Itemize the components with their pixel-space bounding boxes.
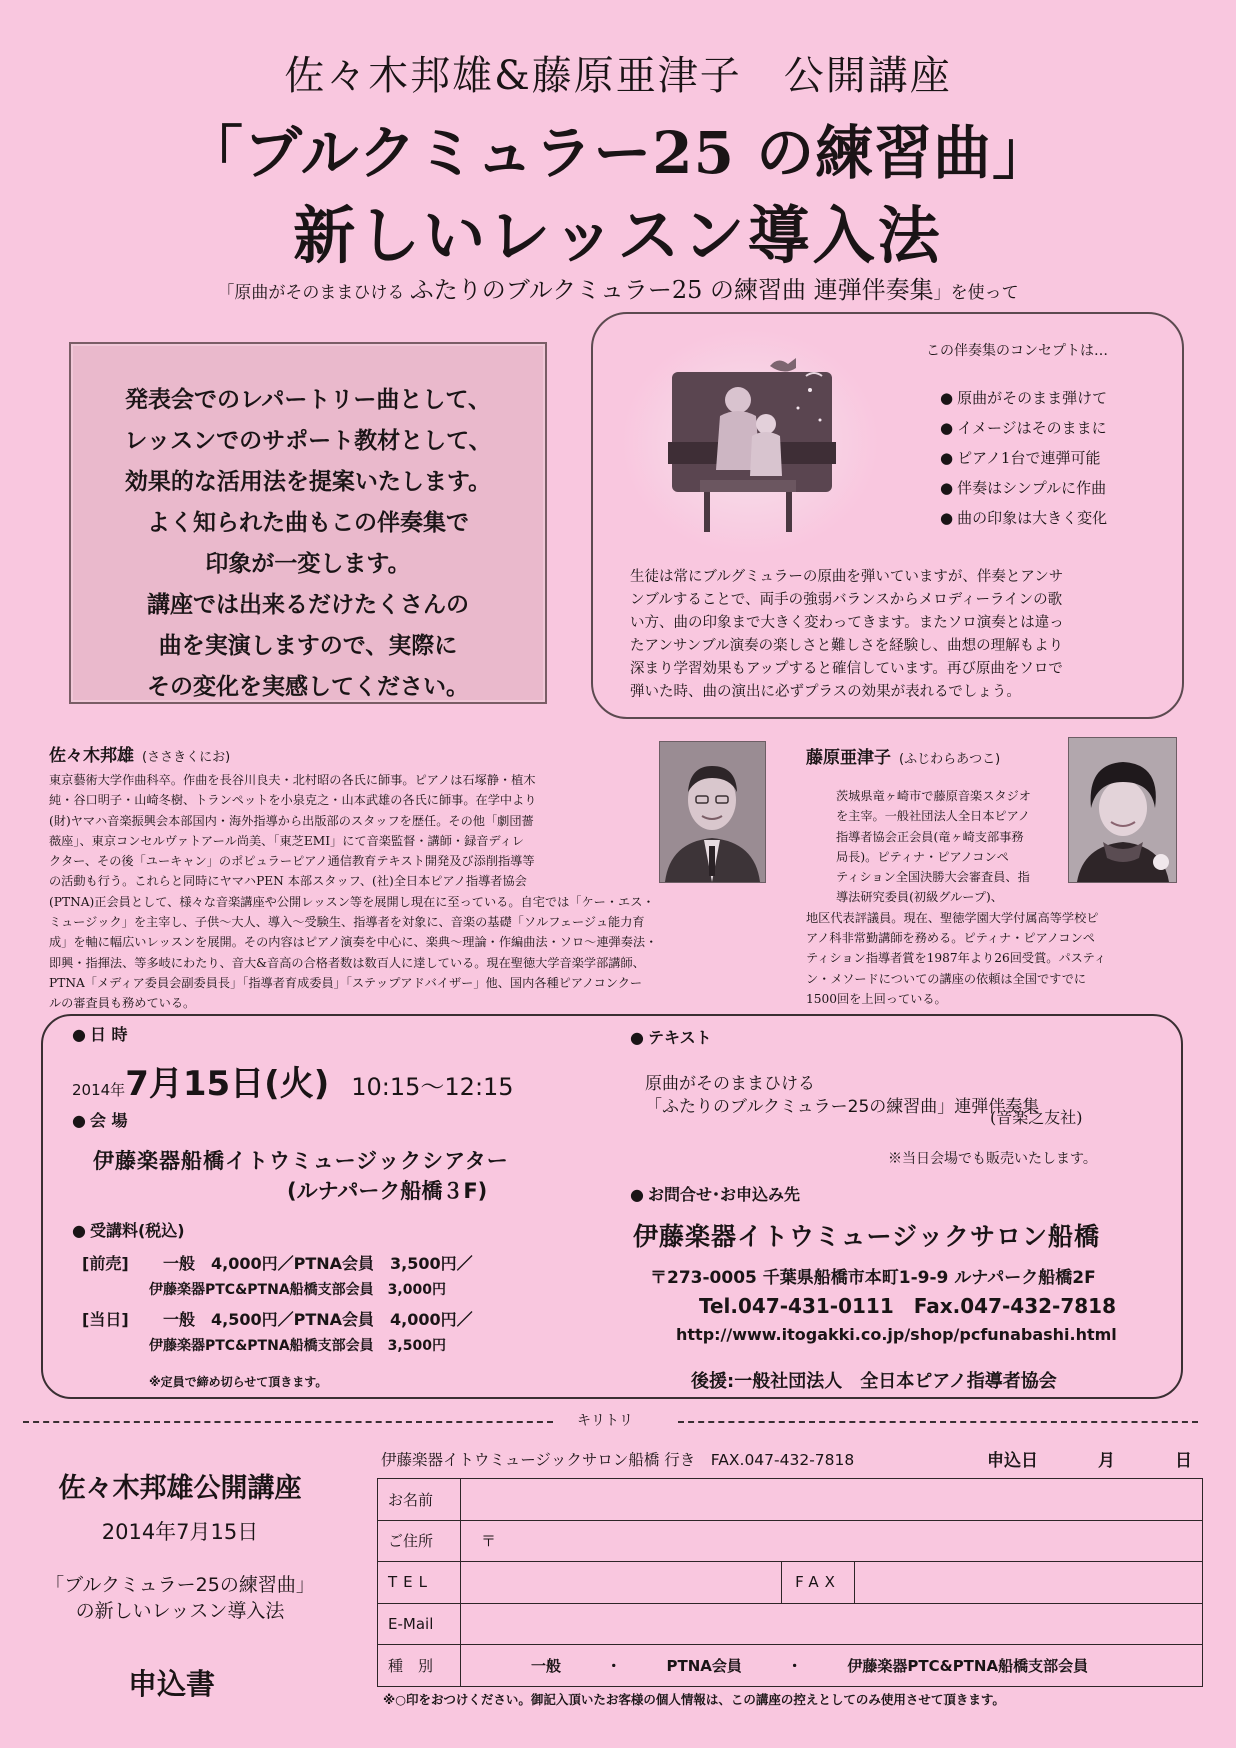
fee-door-general: 一般 4,500円／PTNA会員 4,000円／	[163, 1310, 473, 1329]
category-field-label: 種 別	[378, 1645, 461, 1687]
promo-line: 発表会でのレパートリー曲として、	[125, 387, 491, 413]
concept-point: ● 原曲がそのまま弾けて	[940, 383, 1107, 413]
bio2-name-text: 藤原亜津子	[806, 748, 891, 768]
promo-lines	[71, 380, 545, 708]
bio2-line: 地区代表評議員。現在、聖徳学園大学付属高等学校ピ	[806, 910, 1099, 925]
concept-heading: この伴奏集のコンセプトは…	[926, 343, 1108, 359]
bio2-line: ティション全国決勝大会審査員、指	[836, 870, 1030, 885]
bio2-reading: (ふじわらあつこ)	[899, 752, 1001, 767]
email-field[interactable]	[461, 1603, 1203, 1645]
category-option-branch[interactable]: 伊藤楽器PTC&PTNA船橋支部会員	[847, 1656, 1089, 1675]
venue-name: 伊藤楽器船橋イトウミュージックシアター	[93, 1149, 509, 1173]
support-organization: 後援:一般社団法人 全日本ピアノ指導者協会	[691, 1371, 1057, 1392]
promo-line: その変化を実感してください。	[147, 674, 469, 700]
bio2-line: 局長)。ピティナ・ピアノコンペ	[836, 849, 1009, 864]
form-row-email	[378, 1603, 1203, 1645]
bio1-line: 即興・指揮法、等多岐にわたり、音大&音高の合格者数は数百人に達している。現在聖徳大学音楽学部講師、	[49, 955, 645, 970]
bio1-line: ルの審査員も務めている。	[49, 996, 196, 1011]
fee-door-tag: [当日]	[82, 1310, 129, 1329]
bio2-line: 1500回を上回っている。	[806, 991, 947, 1006]
textbook-line2: 「ふたりのブルクミュラー25の練習曲」連弾伴奏集	[645, 1097, 1040, 1117]
tel-field[interactable]	[461, 1562, 782, 1604]
concept-point: ● イメージはそのままに	[940, 413, 1107, 443]
textbook-note: ※当日会場でも販売いたします。	[888, 1151, 1097, 1167]
contact-address: 〒273-0005 千葉県船橋市本町1-9-9 ルナパーク船橋2F	[650, 1268, 1096, 1288]
postal-mark: 〒	[481, 1532, 497, 1551]
apply-date-row	[987, 1446, 1192, 1471]
email-field-label: E-Mail	[378, 1603, 461, 1645]
fax-field[interactable]	[855, 1562, 1203, 1604]
form-row-name	[378, 1479, 1203, 1521]
promo-box	[69, 342, 547, 704]
application-course-date: 2014年7月15日	[101, 1520, 259, 1544]
address-field[interactable]	[461, 1520, 1203, 1562]
application-course-title: 佐々木邦雄公開講座	[58, 1473, 302, 1504]
page-title-line2: 新しいレッスン導入法	[293, 199, 943, 272]
sasaki-photo	[659, 741, 766, 883]
form-row-address	[378, 1520, 1203, 1562]
bio2-line: を主宰。一般社団法人全日本ピアノ	[836, 809, 1031, 824]
fax-field-label: FAX	[782, 1562, 855, 1604]
bio1-line: の活動も行う。これらと同時にヤマハPEN 本部スタッフ、(社)全日本ピアノ指導者協会	[49, 874, 527, 889]
event-year: 2014年	[72, 1081, 126, 1099]
usage-note	[0, 270, 1236, 305]
name-field[interactable]	[461, 1479, 1203, 1521]
usage-prefix: 「原曲がそのままひける	[217, 283, 405, 303]
bio2-line: ン・メソードについての講座の依頼は全国ですでに	[806, 971, 1087, 986]
textbook-publisher: (音楽之友社)	[990, 1108, 1083, 1127]
promo-line: 印象が一変します。	[205, 551, 411, 577]
page-title-line1: 「ブルクミュラー25 の練習曲」	[184, 119, 1052, 187]
usage-suffix: 」を使って	[933, 283, 1019, 303]
bio2-line: アノ科非常勤講師を務める。ピティナ・ピアノコンペ	[806, 931, 1095, 946]
fee-advance-tag: [前売]	[82, 1254, 129, 1273]
bio1-line: ミュージック」を主宰し、子供～大人、導入～受験生、指導者を対象に、音楽の基礎「ソルフェージュ能力育	[49, 915, 645, 930]
date-label: ● 日 時	[72, 1022, 128, 1045]
promo-line: よく知られた曲もこの伴奏集で	[147, 510, 469, 536]
bio1-line: 東京藝術大学作曲科卒。作曲を長谷川良夫・北村昭の各氏に師事。ピアノは石塚静・植木	[49, 773, 536, 787]
cut-line-left	[23, 1421, 553, 1423]
fee-note: ※定員で締め切らせて頂きます。	[149, 1375, 328, 1389]
bio2-line: 茨城県竜ヶ崎市で藤原音楽スタジオ	[836, 789, 1031, 803]
form-row-phone	[378, 1562, 1203, 1604]
contact-label: ● お問合せ･お申込み先	[630, 1182, 800, 1205]
fujiwara-photo	[1068, 737, 1177, 883]
apply-month-label: 月	[1098, 1451, 1115, 1471]
concept-point: ● 伴奏はシンプルに作曲	[940, 473, 1107, 503]
apply-day-label: 日	[1175, 1451, 1192, 1471]
promo-line: 講座では出来るだけたくさんの	[147, 592, 469, 618]
bio2-line: ティション指導者賞を1987年より26回受賞。パスティ	[806, 951, 1107, 966]
bio1-line: 薇座」、東京コンセルヴァトアール尚美、「東芝EMI」にて音楽監督・講師・録音ディレ	[49, 833, 525, 848]
bio1-line: 成」を軸に幅広いレッスンを展開。その内容はピアノ演奏を中心に、楽典～理論・作編曲法・ソロ～連弾奏法・	[49, 935, 658, 950]
contact-url[interactable]: http://www.itogakki.co.jp/shop/pcfunabashi.html	[676, 1325, 1117, 1344]
venue-location: (ルナパーク船橋３F)	[287, 1179, 488, 1203]
promo-line: レッスンでのサポート教材として、	[124, 428, 492, 454]
bio1-line: PTNA「メディア委員会副委員長」「指導者育成委員」「ステップアドバイザー」他、国内各種ピアノコンクー	[49, 975, 643, 990]
concept-line: 弾いた時、曲の演出に必ずプラスの効果が表れるでしょう。	[630, 684, 1021, 700]
bio1-name	[49, 741, 230, 766]
contact-phone: Tel.047-431-0111 Fax.047-432-7818	[699, 1294, 1117, 1318]
category-options	[461, 1645, 1203, 1687]
cut-line-right	[678, 1421, 1198, 1423]
page-subtitle: 佐々木邦雄&藤原亜津子 公開講座	[284, 53, 952, 99]
concept-line: 深まり学習効果もアップすると確信しています。再び原曲をソロで	[630, 661, 1063, 677]
category-separator: ・	[787, 1656, 803, 1675]
piano-duet-illustration	[620, 330, 880, 555]
category-option-ptna[interactable]: PTNA会員	[666, 1656, 742, 1675]
event-date	[72, 1056, 514, 1105]
bio1-line: (財)ヤマハ音楽振興会本部国内・海外指導から出版部のスタッフを歴任。その他「劇団薔	[49, 813, 534, 828]
promo-line: 曲を実演しますので、実際に	[158, 633, 458, 659]
concept-point: ● ピアノ1台で連弾可能	[940, 443, 1107, 473]
bio1-line: (PTNA)正会員として、様々な音楽講座や公開レッスン等を展開し現在に至っている。自宅では「ケー・エス・	[49, 894, 655, 909]
contact-name: 伊藤楽器イトウミュージックサロン船橋	[633, 1222, 1101, 1251]
cut-label: キリトリ	[577, 1413, 633, 1429]
concept-points	[940, 383, 1107, 533]
address-field-label: ご住所	[378, 1520, 461, 1562]
venue-label: ● 会 場	[72, 1108, 128, 1131]
concept-line: い方、曲の印象まで大きく変わってきます。またソロ演奏とは違っ	[630, 615, 1064, 631]
category-option-general[interactable]: 一般	[531, 1656, 562, 1675]
form-privacy-note: ※○印をおつけください。御記入頂いたお客様の個人情報は、この講座の控えとしてのみ使用させて頂きます。	[383, 1692, 1005, 1707]
fee-advance-member: 伊藤楽器PTC&PTNA船橋支部会員 3,000円	[149, 1282, 446, 1298]
bio1-name-text: 佐々木邦雄	[49, 746, 134, 766]
application-form-table	[377, 1478, 1203, 1687]
fee-advance-general: 一般 4,000円／PTNA会員 3,500円／	[163, 1254, 473, 1273]
application-course-name-2: の新しいレッスン導入法	[75, 1600, 285, 1622]
fee-door-member: 伊藤楽器PTC&PTNA船橋支部会員 3,500円	[149, 1338, 446, 1354]
bio1-line: 純・谷口明子・山崎冬樹、トランペットを小泉克之・山本武雄の各氏に師事。在学中より	[49, 793, 537, 808]
bio1-reading: (ささきくにお)	[142, 750, 231, 765]
promo-line: 効果的な活用法を提案いたします。	[124, 469, 492, 495]
usage-book-title: ふたりのブルクミュラー25 の練習曲 連弾伴奏集	[409, 276, 934, 304]
application-course-name-1: 「ブルクミュラー25の練習曲」	[45, 1574, 315, 1596]
text-label: ● テキスト	[630, 1025, 712, 1048]
name-field-label: お名前	[378, 1479, 461, 1521]
concept-description	[630, 566, 1150, 704]
concept-point: ● 曲の印象は大きく変化	[940, 503, 1107, 533]
application-form-label: 申込書	[128, 1667, 216, 1701]
bio2-line: 導法研究委員(初級グループ)、	[836, 890, 1003, 905]
fee-label: ● 受講料(税込)	[72, 1218, 185, 1241]
textbook-line1: 原曲がそのままひける	[645, 1074, 815, 1094]
form-row-category	[378, 1645, 1203, 1687]
fax-destination: 伊藤楽器イトウミュージックサロン船橋 行き FAX.047-432-7818	[381, 1451, 855, 1469]
bio1-text	[49, 770, 689, 1014]
bio2-name	[806, 743, 1000, 768]
category-separator: ・	[606, 1656, 622, 1675]
bio1-line: クター、その後「ユーキャン」のポピュラーピアノ通信教育テキスト開発及び添削指導等	[49, 854, 535, 869]
concept-line: ンブルすることで、両手の強弱バランスからメロディーラインの歌	[630, 592, 1063, 608]
bio2-line: 指導者協会正会員(竜ヶ崎支部事務	[836, 829, 1024, 844]
concept-line: 生徒は常にブルグミュラーの原曲を弾いていますが、伴奏とアンサ	[630, 569, 1064, 585]
apply-date-label: 申込日	[987, 1451, 1038, 1471]
event-month-day: 7月15日(火)	[125, 1064, 330, 1104]
tel-field-label: TEL	[378, 1562, 461, 1604]
event-time: 10:15～12:15	[351, 1073, 514, 1101]
concept-line: たアンサンブル演奏の楽しさと難しさを経験し、曲想の理解もより	[630, 638, 1064, 654]
